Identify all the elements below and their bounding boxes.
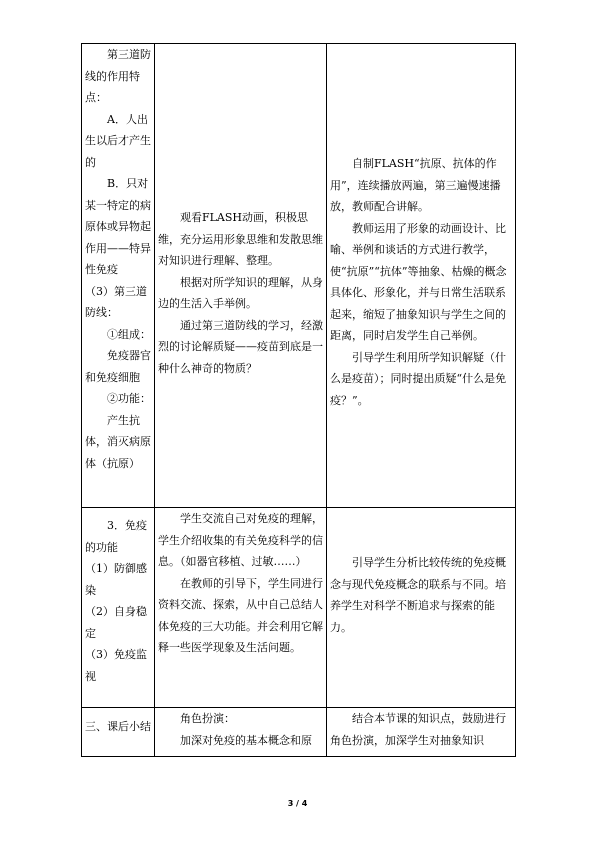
activity-paragraph: 在教师的引导下，学生同进行资料交流、探索，从中自己总结人体免疫的三大功能。并会利用它解释一些医学现象及生活问题。 <box>158 576 323 654</box>
activity-paragraph: 学生交流自己对免疫的理解，学生介绍收集的有关免疫科学的信息。（如器官移植、过敏……） <box>158 512 323 568</box>
activity-paragraph: 观看FLASH动画，积极思维，充分运用形象思维和发散思维对知识进行理解、整理。 <box>158 211 323 267</box>
activity-paragraph: 角色扮演： <box>180 712 235 725</box>
student-activity-cell <box>155 44 327 508</box>
teacher-activity-cell <box>327 708 516 757</box>
content-line: A．人出生以后才产生的 <box>85 112 151 169</box>
teacher-paragraph: 结合本节课的知识点，鼓励进行角色扮演，加深学生对抽象知识 <box>330 712 506 747</box>
student-activity-cell <box>155 508 327 708</box>
content-line: 产生抗体，消灭病原体（抗原） <box>85 413 151 470</box>
table-row <box>82 508 516 708</box>
table-row <box>82 708 516 757</box>
content-line: 三、课后小结 <box>85 720 151 733</box>
activity-paragraph: 根据对所学知识的理解，从身边的生活入手举例。 <box>158 275 323 310</box>
teacher-activity-cell <box>327 44 516 508</box>
student-activity-cell <box>155 708 327 757</box>
content-line: ②功能： <box>107 392 151 405</box>
content-line: ①组成： <box>107 327 151 341</box>
content-line: （2）自身稳定 <box>85 605 147 640</box>
teacher-activity-cell <box>327 508 516 708</box>
content-cell <box>82 708 155 757</box>
content-line: 免疫器官和免疫细胞 <box>85 349 151 384</box>
content-line: （3）第三道防线： <box>85 284 147 319</box>
teacher-paragraph: 引导学生分析比较传统的免疫概念与现代免疫概念的联系与不同。培养学生对科学不断追求与探索的能力。 <box>330 556 506 634</box>
teacher-paragraph: 教师运用了形象的动画设计、比喻、举例和谈话的方式进行教学，使“抗原”“抗体”等抽象、枯燥的概念具体化、形象化，并与日常生活联系起来，缩短了抽象知识与学生之间的距离，同时启发学生自己举例。 <box>330 221 507 342</box>
content-line: 3．免疫的功能 <box>85 519 147 554</box>
content-line: （3）免疫监视 <box>85 648 147 683</box>
content-cell <box>82 508 155 708</box>
content-cell <box>82 44 155 508</box>
content-line: 第三道防线的作用特点： <box>85 48 151 104</box>
content-line: B．只对某一特定的病原体或异物起作用——特异性免疫 <box>85 177 151 276</box>
content-line: （1）防御感染 <box>85 562 147 597</box>
activity-paragraph: 通过第三道防线的学习，经激烈的讨论解质疑——疫苗到底是一种什么神奇的物质？ <box>158 318 323 375</box>
teacher-paragraph: 自制FLASH“抗原、抗体的作用”，连续播放两遍，第三遍慢速播放，教师配合讲解。 <box>330 157 501 213</box>
page-number: 3 / 4 <box>287 799 308 808</box>
table-row <box>82 44 516 508</box>
lesson-plan-table <box>81 43 516 757</box>
activity-paragraph: 加深对免疫的基本概念和原 <box>180 733 312 747</box>
teacher-paragraph: 引导学生利用所学知识解疑（什么是疫苗）；同时提出质疑“什么是免疫？”。 <box>330 350 507 407</box>
